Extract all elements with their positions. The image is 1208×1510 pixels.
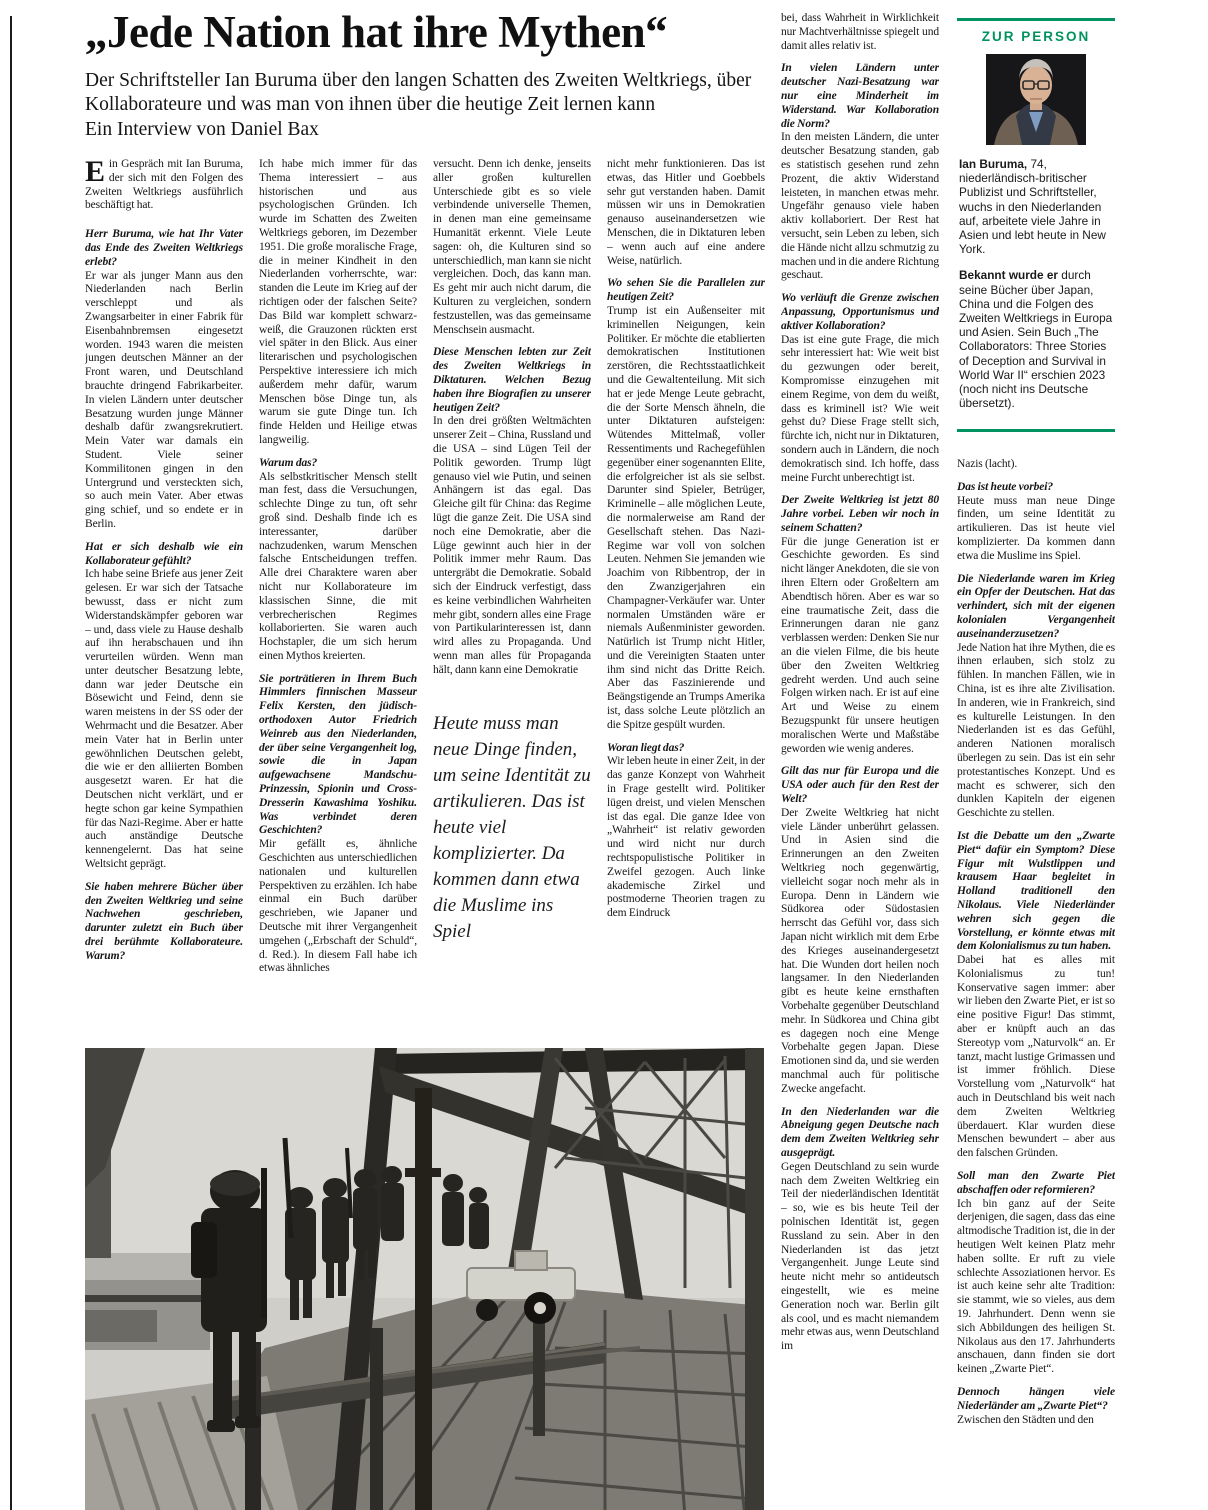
interview-answer: Mir gefällt es, ähnliche Geschichten aus unterschiedlichen nationalen und kulturellen Perspektiven zu erzählen. Ich habe einmal ein Buch darüber geschrieben, wie Japaner und Deutsche mit ihrer Vergangenheit umgehen („Erbschaft der Schuld“, d. Red.). In diesem Fall habe ich etwas ähnliches	[259, 838, 417, 975]
page-edge-rule	[10, 16, 12, 1510]
interview-answer: Dabei hat es alles mit Kolonialismus zu tun! Konservative sagen immer: aber wir lieben den Zwarte Piet, er ist so eine positive Figur! Das stimmt, aber er knüpft auch an das Stereotyp vom „Naturvolk“ an. Er tanzt, macht lustige Grimassen und ist immer fröhlich. Diese Vorstellung vom „Naturvolk“ hat auch in Deutschland bis weit nach dem Zweiten Weltkrieg überdauert. Klar wurden diese Menschen bewundert – aber aus den falschen Gründen.	[957, 954, 1115, 1160]
article-column-6	[957, 458, 1115, 1510]
article-photo	[85, 1048, 764, 1510]
interview-question: Gilt das nur für Europa und die USA oder auch für den Rest der Welt?	[781, 765, 939, 806]
interview-question: Warum das?	[259, 456, 318, 469]
wwii-soldiers-crossing-damaged-bridge-photo	[85, 1048, 764, 1510]
interview-question: Sie haben mehrere Bücher über den Zweiten Weltkrieg und seine Nachwehen geschrieben, darunter zuletzt ein Buch über drei berühmte Kollaborateure. Warum?	[85, 880, 243, 962]
interview-question: Wo sehen Sie die Parallelen zur heutigen Zeit?	[607, 277, 765, 304]
interview-question: Herr Buruma, wie hat Ihr Vater das Ende des Zweiten Weltkriegs erlebt?	[85, 228, 243, 268]
interview-question: Wo verläuft die Grenze zwischen Anpassung, Opportunismus und aktiver Kollaboration?	[781, 292, 939, 332]
interview-answer: nicht mehr funktionieren. Das ist etwas, das Hitler und Goebbels sehr gut verstanden haben. Damit müssen wir uns in Demokratien genauso auseinandersetzen wie Menschen, die in Diktaturen leben – wenn auch auf eine andere Weise, natürlich.	[607, 158, 765, 267]
interview-question: In den Niederlanden war die Abneigung gegen Deutsche nach dem dem Zweiten Weltkrieg sehr ausgeprägt.	[781, 1105, 939, 1159]
interview-question: Diese Menschen lebten zur Zeit des Zweiten Weltkriegs in Diktaturen. Welchen Bezug haben ihre Biografien zu unserer heutigen Zeit?	[433, 346, 591, 414]
interview-question: In vielen Ländern unter deutscher Nazi-Besatzung war nur eine Minderheit im Widerstand. War Kollaboration die Norm?	[781, 62, 939, 130]
zur-person-paragraph: Bekannt wurde er durch seine Bücher über Japan, China und die Folgen des Zweiten Weltkriegs in Europa und Asien. Sein Buch „The Collaborators: Three Stories of Deception and Survival in World War II“ erschien 2023 (noch nicht ins Deutsche übersetzt).	[959, 268, 1113, 411]
interview-answer: Zwischen den Städten und den	[957, 1413, 1094, 1426]
interview-answer: In den drei größten Weltmächten unserer Zeit – China, Russland und die USA – sind Lügen Teil der Politik geworden. Trump lügt genauso viel wie Putin, und seinen Anhängern ist das egal. Das Gleiche gilt für China: das Regime lügt die ganze Zeit. Die USA sind noch eine Demokratie, aber die Lüge gewinnt auch hier in der Politik immer mehr Raum. Das untergräbt die Demokratie. Sobald sich der Eindruck verfestigt, dass es keine verbindlichen Wahrheiten mehr gibt, sondern alles eine Frage von Partikularinteressen ist, dann wird alles zu Propaganda. Und wenn man alles für Propaganda hält, dann kann eine Demokratie	[433, 415, 591, 676]
drop-cap: E	[85, 158, 105, 188]
article-column-1	[85, 158, 243, 1036]
interview-answer: Gegen Deutschland zu sein wurde nach dem Zweiten Weltkrieg ein Teil der niederländischen Identität – so, wie es bis heute Teil der polnischen Identität ist, gegen Russland zu sein. Aber in den Niederlanden ist das jetzt Vergangenheit. Junge Leute sind heute nicht mehr so antideutsch eingestellt, wie es meine Generation noch war. Berlin gilt als cool, und es macht niemandem mehr etwas aus, wenn Deutschland im	[781, 1160, 939, 1353]
interview-answer: Ich habe mich immer für das Thema interessiert – aus historischen und aus psychologischen Gründen. Ich wurde im Schatten des Zweiten Weltkriegs geboren, im Dezember 1951. Die große moralische Frage, die in meiner Kindheit in den Niederlanden vorherrschte, war: standen die Leute im Krieg auf der richtigen oder der falschen Seite? Das Bild war komplett schwarz-weiß, die Grauzonen rückten erst viel später in den Blick. Aus einer literarischen und psychologischen Perspektive interessiere ich mich außerdem mehr dafür, warum Menschen böse Dinge tun, als warum sie gute Dinge tun. Ich finde Helden und Heilige etwas langweilig.	[259, 158, 417, 446]
article-header	[85, 8, 785, 142]
zur-person-box	[957, 18, 1115, 432]
article-column-2	[259, 158, 417, 1036]
article-column-4	[607, 158, 765, 1036]
interview-question: Dennoch hängen viele Niederländer am „Zwarte Piet“?	[957, 1386, 1115, 1412]
infobox-paragraphs	[957, 157, 1115, 410]
interview-answer: Wir leben heute in einer Zeit, in der das ganze Konzept von Wahrheit in Frage gestellt wird. Politiker lügen dreist, und vielen Menschen ist das egal. Die ganze Idee von „Wahrheit“ ist relativ geworden und wird nicht nur durch rechtspopulistische Politiker in Zweifel gezogen. Auch linke akademische Zirkel und postmoderne Theorien tragen zu dem Eindruck	[607, 755, 765, 920]
interview-question: Sie porträtieren in Ihrem Buch Himmlers finnischen Masseur Felix Kersten, den jüdisch-orthodoxen Autor Friedrich Weinreb aus den Niederlanden, der über seine Vergangenheit log, sowie die in Japan aufgewachsene Mandschu-Prinzessin, Spionin und Cross-Dresserin Kawashima Yoshiku. Was verbindet deren Geschichten?	[259, 672, 417, 837]
interview-answer: In den meisten Ländern, die unter deutscher Besatzung standen, gab es statistisch gesehen rund zehn Prozent, die aktiv Widerstand leisteten, in manchen etwas mehr. Ungefähr genauso viele haben aktiv kollaboriert. Der Rest hat versucht, sein Leben zu leben, sich die Hände nicht allzu schmutzig zu machen und in die andere Richtung geschaut.	[781, 131, 939, 282]
interview-answer: Er war als junger Mann aus den Niederlanden nach Berlin verschleppt und als Zwangsarbeiter in einer Fabrik für Eisenbahnbremsen eingesetzt worden. 1943 waren die meisten jungen deutschen Männer an der Front waren, und Deutschland brauchte dringend Fabrikarbeiter. In vielen Ländern unter deutscher Besatzung wurden junge Männer deshalb dafür zwangsrekrutiert. Mein Vater war damals ein Student. Viele seiner Kommilitonen gingen in den Untergrund und versteckten sich, so auch mein Vater. Aber etwas ging schief, und so endete er in Berlin.	[85, 269, 243, 530]
interview-question: Das ist heute vorbei?	[957, 480, 1054, 493]
interview-answer: Ich bin ganz auf der Seite derjenigen, die sagen, dass das eine altmodische Tradition ist, die in der heutigen Welt keinen Platz mehr haben sollte. Er ruft zu viele schlechte Assoziationen hervor. Es ist auch keine sehr alte Tradition: sie stammt, wie so vieles, aus dem 19. Jahrhundert. Denn wenn sie sich Abbildungen des heiligen St. Nikolaus aus den 17. Jahrhunderts anschauen, dann finden sie dort keinen „Zwarte Piet“.	[957, 1197, 1115, 1376]
interview-answer: Heute muss man neue Dinge finden, um seine Identität zu artikulieren. Das ist heute viel komplizierter. Da kommen dann etwa die Muslime ins Spiel.	[957, 494, 1115, 562]
interview-answer: Als selbstkritischer Mensch stellt man fest, dass die Versuchungen, schlechte Dinge zu tun, oft sehr groß sind. Deshalb finde ich es interessanter, darüber nachzudenken, warum Menschen falsche Entscheidungen treffen. Alle drei Charaktere waren aber nicht nur Kollaborateure im klassischen Sinne, die mit verbrecherischen Regimes kollaborierten. Sie waren auch Hochstapler, die um sich herum einen Mythos kreierten.	[259, 470, 417, 662]
interview-answer: Das ist eine gute Frage, die mich sehr interessiert hat: Wie weit bist du gezwungen oder bereit, Kompromisse einzugehen mit einem Regime, von dem du weißt, dass es kriminell ist? Wie weit gehst du? Diese Frage stellt sich, fürchte ich, nicht nur in Diktaturen, sondern auch in Ländern, die noch demokratisch sind. Ich hoffe, dass meine Furcht unberechtigt ist.	[781, 333, 939, 484]
article-lead-paragraph: Ein Gespräch mit Ian Buruma, der sich mit den Folgen des Zweiten Weltkriegs ausführlich beschäftigt hat.	[85, 158, 243, 212]
interview-question: Soll man den Zwarte Piet abschaffen oder reformieren?	[957, 1170, 1115, 1196]
article-column-5	[781, 12, 939, 1510]
interview-question: Hat er sich deshalb wie ein Kollaborateur gefühlt?	[85, 540, 243, 567]
portrait-ian-buruma-photo	[986, 54, 1086, 145]
zur-person-paragraph: Ian Buruma, 74, niederländisch-britischer Publizist und Schriftsteller, wuchs in den Niederlanden auf, arbeitete viele Jahre in Asien und lebt heute in New York.	[959, 157, 1106, 257]
infobox-top-rule	[957, 18, 1115, 21]
interview-answer: Jede Nation hat ihre Mythen, die es ihnen erlauben, sich stolz zu fühlen. In manchen Fällen, wie in China, ist es ihre alte Zivilisation. In anderen, wie in Frankreich, sind es kulturelle Leistungen. In den Niederlanden ist es das Gefühl, anderen Nationen moralisch überlegen zu sein. Das ist ein sehr protestantisches Konzept. Und es macht es schwerer, sich den dunklen Kapiteln der eigenen Geschichte zu stellen.	[957, 641, 1115, 820]
interview-answer: Der Zweite Weltkrieg hat nicht viele Länder unberührt gelassen. Und in Asien sind die Erinnerungen an den Zweiten Weltkrieg noch gegenwärtig, vielleicht sogar noch mehr als in Europa. Denn in Ländern wie Südkorea oder Südostasien herrscht das Gefühl vor, dass sich Japan nicht wirklich mit dem Erbe des Krieges auseinandergesetzt hat. Die Wunden dort heilen noch langsamer. In den Niederlanden gibt es heute keine ernsthaften Vorbehalte gegenüber Deutschland mehr. In Südkorea und China gibt es dagegen noch eine Menge Vorbehalte gegen Japan. Diese Emotionen sind da, und sie werden manchmal auch für politische Zwecke angefacht.	[781, 806, 939, 1095]
interview-answer: Nazis (lacht).	[957, 458, 1018, 470]
interview-question: Ist die Debatte um den „Zwarte Piet“ dafür ein Symptom? Diese Figur mit Wulstlippen und krausem Haar begleitet in Holland traditionell den Nikolaus. Viele Niederländer wehren sich gegen die Vorstellung, er könnte etwas mit dem Kolonialismus zu tun haben.	[957, 829, 1115, 953]
interview-question: Die Niederlande waren im Krieg ein Opfer der Deutschen. Hat das verhindert, sich mit der eigenen kolonialen Vergangenheit auseinanderzusetzen?	[957, 572, 1115, 640]
article-column-3	[433, 158, 591, 1036]
infobox-bottom-rule	[957, 429, 1115, 432]
interview-question: Woran liegt das?	[607, 741, 685, 754]
interview-answer: bei, dass Wahrheit in Wirklichkeit nur Machtverhältnisse spiegelt und damit alles relativ ist.	[781, 12, 939, 52]
interview-answer: Für die junge Generation ist er Geschichte geworden. Es sind nicht länger Anekdoten, die sie von ihren Eltern oder Großeltern am Abendtisch hören. Aber es war so eine traumatische Zeit, dass die Erinnerungen daran nie ganz verblassen werden: Denken Sie nur an die vielen Filme, die bis heute über den Zweiten Weltkrieg gedreht werden. Und auch seine Folgen wirken nach. Er ist auf eine Art und Weise zu einem Bezugspunkt für unsere heutigen moralischen Werte und Maßstäbe geworden wie wenig anderes.	[781, 535, 939, 755]
interview-answer: Ich habe seine Briefe aus jener Zeit gelesen. Er war sich der Tatsache bewusst, dass er nicht zum Widerstandskämpfer geboren war – und, dass viele zu Hause deshalb auf ihn herabschauen und ihn verurteilen würden. Wenn man unter deutscher Besatzung lebte, dann war jeder Deutsche ein Bösewicht und Feind, denn sie waren meistens in der SS oder der Wehrmacht und die Besatzer. Aber mein Vater hat in Berlin unter gewöhnlichen Deutschen gelebt, die wie er den alliierten Bomben ausgesetzt waren. Er hat die Deutschen nicht verklärt, und er hegte schon gar keine Sympathien für das Nazi-Regime. Aber er hatte auch anständige Deutsche kennengelernt. Das hat seine Weltsicht geprägt.	[85, 568, 243, 871]
page-title: „Jede Nation hat ihre Mythen“	[85, 7, 668, 57]
infobox-title: ZUR PERSON	[981, 29, 1091, 44]
standfirst: Der Schriftsteller Ian Buruma über den langen Schatten des Zweiten Weltkriegs, über Kollaborateure und was man von ihnen über die heutige Zeit lernen kann	[85, 69, 752, 116]
interview-answer: versucht. Denn ich denke, jenseits aller großen kulturellen Unterschiede gibt es so viele verbindende universelle Themen, in denen man eine gemeinsame Humanität erkennt. Viele Leute sagen: oh, die Kulturen sind so unterschiedlich, man kann sie nicht vergleichen. Doch, das kann man. Es geht mir auch nicht darum, die Kulturen zu vergleichen, sondern festzustellen, was das gemeinsame Menschsein ausmacht.	[433, 158, 591, 336]
byline: Ein Interview von Daniel Bax	[85, 118, 319, 140]
interview-question: Der Zweite Weltkrieg ist jetzt 80 Jahre vorbei. Leben wir noch in seinem Schatten?	[781, 494, 939, 534]
interview-answer: Trump ist ein Außenseiter mit kriminellen Neigungen, kein Politiker. Er möchte die etablierten demokratischen Institutionen zerstören, die Rechtsstaatlichkeit und die Gewaltenteilung. Mit sich hat er jede Menge Leute gebracht, die der Sorte Mensch ähneln, die unter Diktaturen aufsteigen: Wütendes Mittelmaß, voller Ressentiments und Rachegefühlen gegenüber einer sogenannten Elite, die erfolgreicher ist als sie selbst. Darunter sind Spieler, Betrüger, Kriminelle – alle möglichen Leute, die normalerweise am Rand der Gesellschaft stehen. Das Nazi-Regime war voll von solchen Leuten. Nehmen Sie jemanden wie Joachim von Ribbentrop, der in den Zwanzigerjahren ein Champagner-Verkäufer war. Unter normalen Umständen wäre er niemals Außenminister geworden. Natürlich ist Trump nicht Hitler, und die Vereinigten Staaten unter ihm sind nicht das Dritte Reich. Aber das Faszinierende und Beängstigende an Trumps Amerika ist, dass solche Leute plötzlich an die Spitze gespült wurden.	[607, 304, 765, 731]
pull-quote: Heute muss man neue Dinge finden, um seine Identität zu artikulieren. Das ist heute viel komplizierter. Da kommen dann etwa die Muslime ins Spiel	[433, 713, 591, 943]
